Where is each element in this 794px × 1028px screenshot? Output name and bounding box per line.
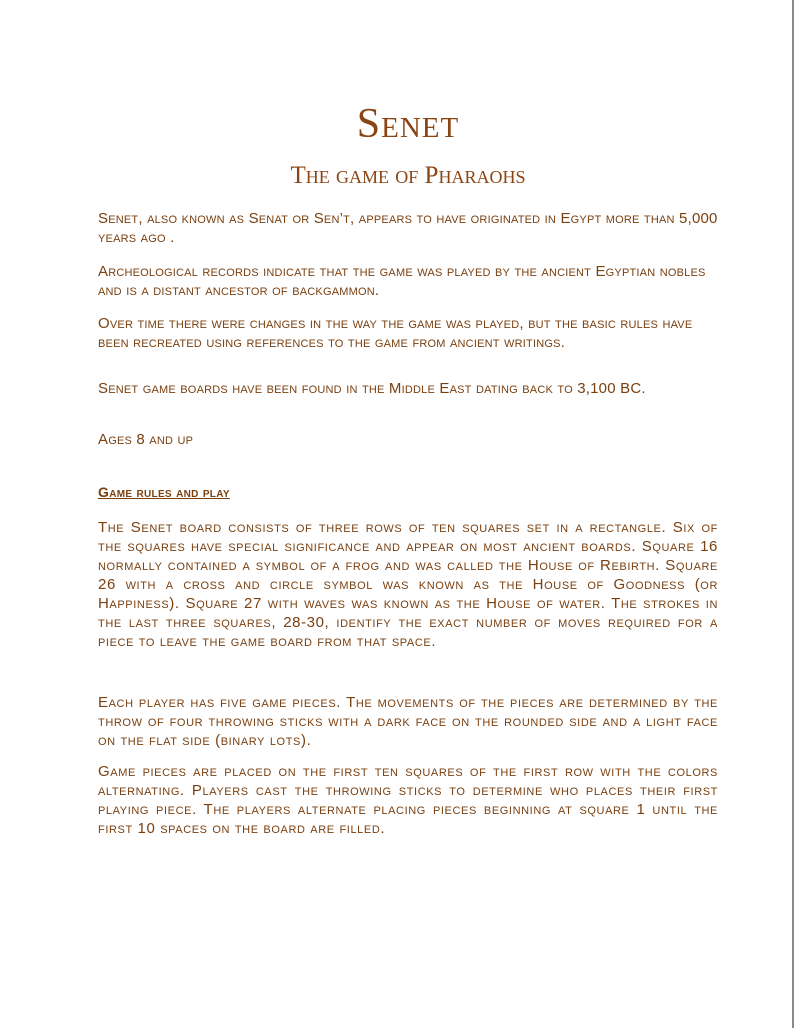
intro-paragraph-history: Over time there were changes in the way the game was played, but the basic rules have been recreated using references to the game from ancient writings. (98, 315, 693, 351)
intro-paragraph-origin: Senet, also known as Senat or Sen’t, appears to have originated in Egypt more than 5,000 years ago . (98, 210, 718, 246)
rules-paragraph-setup: Game pieces are placed on the first ten squares of the first row with the colors alternating. Players cast the throwing sticks to determine who places their first playing piece. The players alternate placing pieces beginning at square 1 until the first 10 spaces on the board are filled. (98, 763, 718, 837)
intro-paragraph-ages: Ages 8 and up (98, 431, 194, 448)
rules-paragraph-pieces: Each player has five game pieces. The movements of the pieces are determined by the throw of four throwing sticks with a dark face on the rounded side and a light face on the flat side (binary lots). (98, 694, 718, 749)
rules-paragraph-board: The Senet board consists of three rows of ten squares set in a rectangle. Six of the squares have special significance and appear on most ancient boards. Square 16 normally contained a symbol of a frog and was called the House of Rebirth. Square 26 with a cross and circle symbol was known as the House of Goodness (or Happiness). Square 27 with waves was known as the House of water. The strokes in the last three squares, 28-30, identify the exact number of moves required for a piece to leave the game board from that space. (98, 519, 718, 650)
page-subtitle: The game of Pharaohs (290, 162, 526, 189)
page-title: Senet (356, 101, 460, 147)
intro-paragraph-boards: Senet game boards have been found in the Middle East dating back to 3,100 BC. (98, 380, 646, 397)
section-heading-rules: Game rules and play (98, 484, 230, 500)
intro-paragraph-records: Archeological records indicate that the game was played by the ancient Egyptian nobles and is a distant ancestor of backgammon. (98, 263, 706, 299)
